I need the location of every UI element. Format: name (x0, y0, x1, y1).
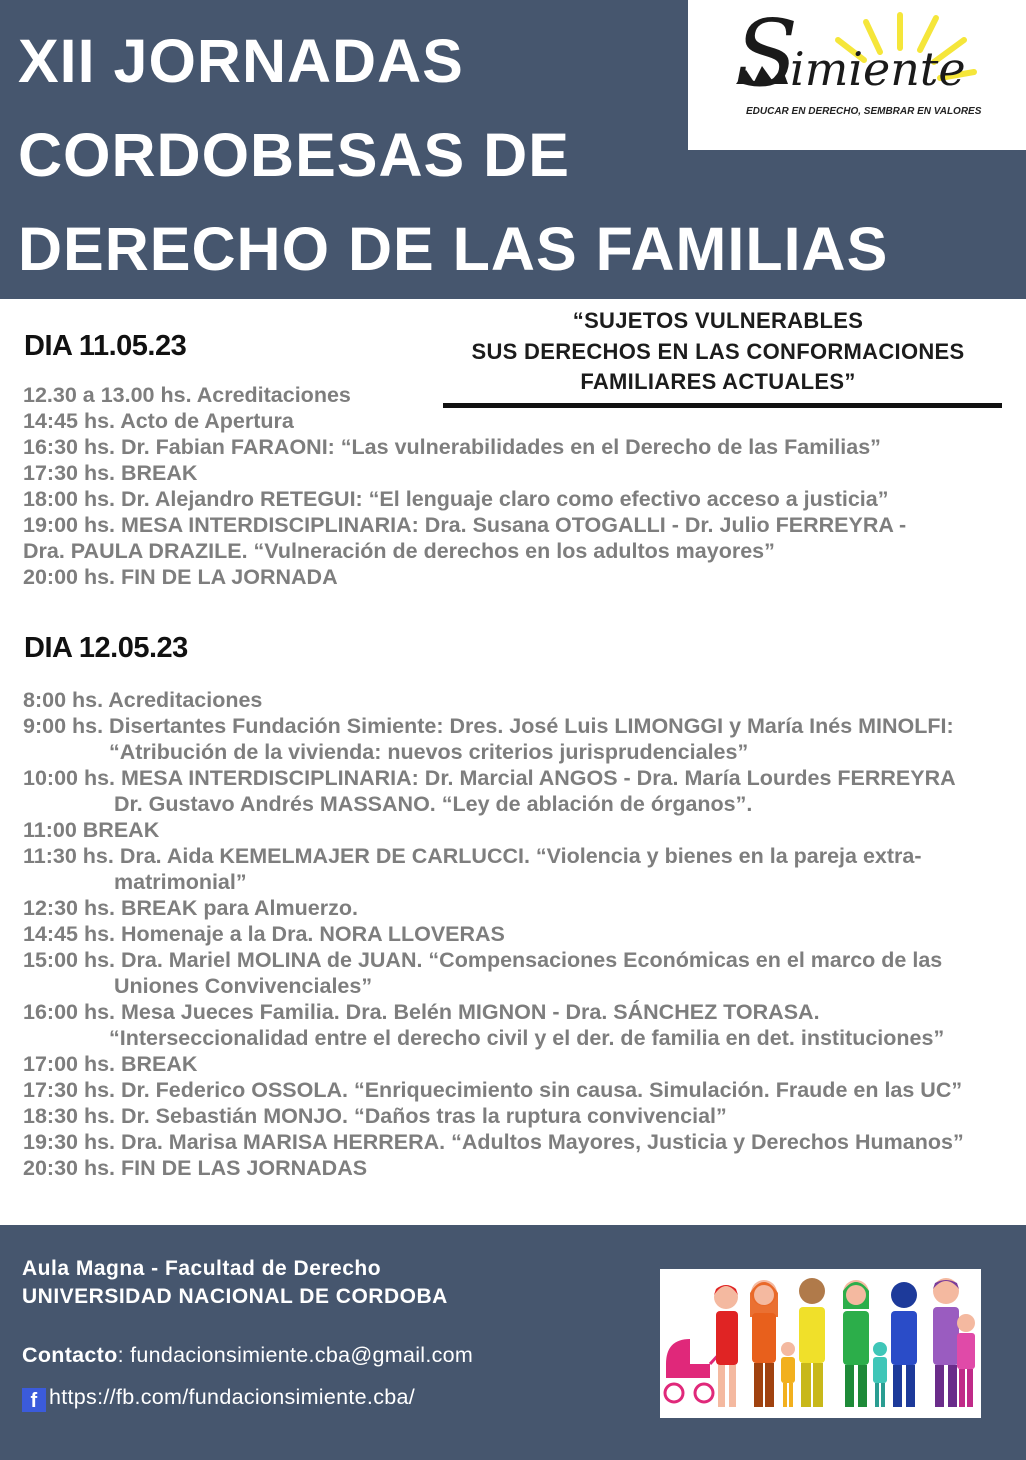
event-title-line-1: XII JORNADAS (18, 27, 464, 95)
venue-line-1: Aula Magna - Facultad de Derecho (22, 1257, 382, 1280)
family-illustration (660, 1269, 981, 1418)
day-2-heading: DIA 12.05.23 (24, 632, 188, 664)
schedule-item: matrimonial” (114, 870, 247, 894)
facebook-icon: f (22, 1388, 46, 1412)
person-orange (750, 1280, 778, 1407)
schedule-item: Uniones Convivenciales” (114, 974, 373, 998)
schedule-item: 16:00 hs. Mesa Jueces Familia. Dra. Belén MIGNON - Dra. SÁNCHEZ TORASA. (23, 1000, 820, 1024)
footer-banner (0, 1225, 1026, 1460)
schedule-item: Dra. PAULA DRAZILE. “Vulneración de derechos en los adultos mayores” (23, 539, 775, 563)
schedule-item: 8:00 hs. Acreditaciones (23, 688, 263, 712)
day-1-heading: DIA 11.05.23 (24, 330, 187, 362)
person-child-teal (873, 1342, 887, 1407)
logo-tagline: EDUCAR EN DERECHO, SEMBRAR EN VALORES (746, 106, 982, 117)
person-green (843, 1280, 869, 1407)
subtitle-line: SUS DERECHOS EN LAS CONFORMACIONES (471, 338, 965, 364)
schedule-item: Dr. Gustavo Andrés MASSANO. “Ley de ablación de órganos”. (114, 792, 753, 816)
schedule-item: 19:30 hs. Dra. Marisa MARISA HERRERA. “Adultos Mayores, Justicia y Derechos Humanos” (23, 1130, 964, 1154)
schedule-item: 17:30 hs. BREAK (23, 461, 198, 485)
schedule-item: 14:45 hs. Homenaje a la Dra. NORA LLOVERAS (23, 922, 505, 946)
header-banner (0, 0, 1026, 299)
simiente-logo (688, 0, 1026, 150)
schedule-item: 17:00 hs. BREAK (23, 1052, 198, 1076)
logo-word: imiente (790, 42, 966, 96)
schedule-item: 9:00 hs. Disertantes Fundación Simiente: Dres. José Luis LIMONGGI y María Inés MINOLFI: (23, 714, 954, 738)
person-yellow (799, 1278, 825, 1407)
schedule-item: 18:30 hs. Dr. Sebastián MONJO. “Daños tras la ruptura convivencial” (23, 1104, 727, 1128)
schedule-item: 18:00 hs. Dr. Alejandro RETEGUI: “El lenguaje claro como efectivo acceso a justicia” (23, 487, 889, 511)
person-blue (891, 1282, 917, 1407)
schedule-item: 19:00 hs. MESA INTERDISCIPLINARIA: Dra. Susana OTOGALLI - Dr. Julio FERREYRA - (23, 513, 907, 537)
schedule-item: 20:30 hs. FIN DE LAS JORNADAS (23, 1156, 368, 1180)
schedule-item: 16:30 hs. Dr. Fabian FARAONI: “Las vulnerabilidades en el Derecho de las Familias” (23, 435, 881, 459)
stroller-icon (665, 1339, 722, 1402)
event-title-line-3: DERECHO DE LAS FAMILIAS (18, 215, 889, 283)
contact-line (22, 1343, 473, 1368)
venue-line-2: UNIVERSIDAD NACIONAL DE CORDOBA (22, 1285, 448, 1308)
person-red (714, 1285, 738, 1407)
person-purple (933, 1278, 959, 1407)
day-1-schedule (23, 382, 1013, 590)
day-2-schedule (23, 687, 1013, 1181)
schedule-item: 11:00 BREAK (23, 818, 160, 842)
schedule-item: “Interseccionalidad entre el derecho civil y el der. de familia en det. instituciones” (109, 1026, 945, 1050)
schedule-item: 20:00 hs. FIN DE LA JORNADA (23, 565, 338, 589)
schedule-item: “Atribución de la vivienda: nuevos criterios jurisprudenciales” (109, 740, 749, 764)
person-child-pink (957, 1314, 975, 1407)
person-child-yellow (781, 1342, 795, 1407)
contact-email[interactable]: : fundacionsimiente.cba@gmail.com (117, 1343, 474, 1367)
schedule-item: 12.30 a 13.00 hs. Acreditaciones (23, 383, 351, 407)
facebook-line (22, 1385, 415, 1412)
schedule-item: 15:00 hs. Dra. Mariel MOLINA de JUAN. “Compensaciones Económicas en el marco de las (23, 948, 943, 972)
schedule-item: 14:45 hs. Acto de Apertura (23, 409, 294, 433)
subtitle-line: FAMILIARES ACTUALES” (580, 369, 856, 394)
facebook-link[interactable]: https://fb.com/fundacionsimiente.cba/ (49, 1385, 416, 1409)
schedule-item: 12:30 hs. BREAK para Almuerzo. (23, 896, 358, 920)
schedule-item: 17:30 hs. Dr. Federico OSSOLA. “Enriquecimiento sin causa. Simulación. Fraude en las UC” (23, 1078, 963, 1102)
event-title-line-2: CORDOBESAS DE (18, 121, 570, 189)
schedule-item: 10:00 hs. MESA INTERDISCIPLINARIA: Dr. Marcial ANGOS - Dra. María Lourdes FERREYRA (23, 766, 956, 790)
logo-initial: S (735, 0, 799, 107)
schedule-item: 11:30 hs. Dra. Aida KEMELMAJER DE CARLUCCI. “Violencia y bienes en la pareja extra- (23, 844, 922, 868)
contact-label: Contacto (22, 1343, 118, 1367)
subtitle-line: “SUJETOS VULNERABLES (572, 308, 864, 333)
